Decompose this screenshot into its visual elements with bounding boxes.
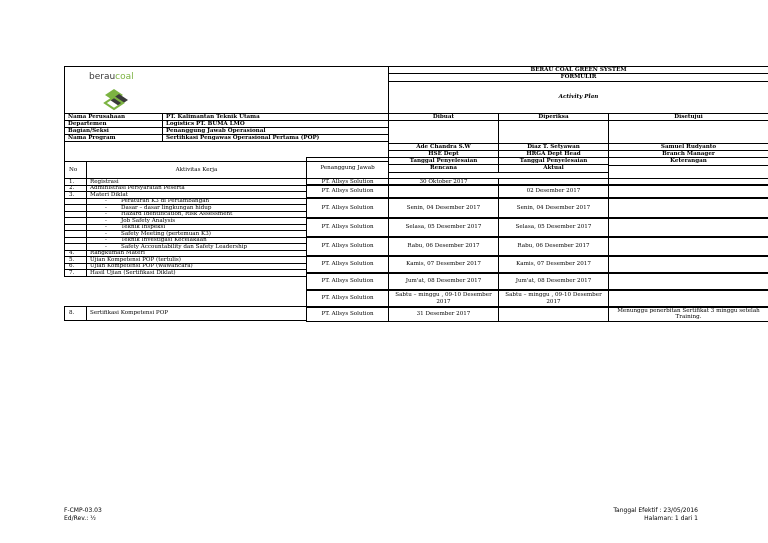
activity-text: Hazard Identification, Risk Assessment bbox=[121, 211, 233, 218]
activity-text: Registrasi bbox=[90, 178, 119, 185]
system-title: BERAU COAL GREEN SYSTEM bbox=[388, 66, 768, 74]
activity-text: Materi Diklat bbox=[90, 191, 128, 198]
rencana-cell: Kamis, 07 Desember 2017 bbox=[388, 255, 499, 274]
keterangan-cell bbox=[608, 217, 768, 238]
rencana-cell: Senin, 04 Desember 2017 bbox=[388, 197, 499, 219]
rencana-cell: 30 Oktober 2017 bbox=[388, 178, 499, 186]
pj-cell: PT. Allsys Solution bbox=[306, 306, 389, 322]
info-label-department: Departemen bbox=[64, 120, 163, 128]
activity-bullet: - bbox=[105, 224, 107, 231]
rencana-cell: Jum'at, 08 Desember 2017 bbox=[388, 272, 499, 291]
activity-no: 1. bbox=[64, 178, 87, 186]
approval-dibuat-role: HSE Dept bbox=[388, 150, 499, 158]
activity-bullet: - bbox=[105, 204, 107, 211]
activity-text: Peraturan K3 di Pertambangan bbox=[121, 198, 210, 205]
footer-left bbox=[64, 507, 102, 522]
approval-disetujui-header: Disetujui bbox=[608, 113, 768, 121]
activity-text: Sertifikasi Kompetensi POP bbox=[90, 310, 169, 317]
approval-dibuat-sign bbox=[388, 120, 499, 144]
info-label-company: Nama Perusahaan bbox=[64, 113, 163, 121]
approval-diperiksa-role: HRGA Dept Head bbox=[498, 150, 609, 158]
approval-disetujui-sign bbox=[608, 120, 768, 144]
pj-cell: PT. Allsys Solution bbox=[306, 272, 389, 291]
activity-no: 5. bbox=[64, 256, 87, 264]
footer-right bbox=[613, 507, 698, 522]
footer-page-number: Halaman: 1 dari 1 bbox=[644, 514, 698, 522]
keterangan-cell bbox=[608, 197, 768, 219]
activity-row bbox=[86, 269, 307, 277]
pj-cell: PT. Allsys Solution bbox=[306, 255, 389, 274]
aktual-cell: Sabtu – minggu , 09-10 Desember 2017 bbox=[498, 289, 609, 308]
formulir-title: FORMULIR bbox=[388, 73, 768, 82]
activity-text: Ujian Kompetensi POP (wawancara) bbox=[90, 263, 193, 270]
activity-no: 8. bbox=[64, 306, 87, 321]
footer-revision: Ed/Rev.: ½ bbox=[64, 514, 96, 522]
aktual-cell: Kamis, 07 Desember 2017 bbox=[498, 255, 609, 274]
activity-bullet: - bbox=[105, 198, 107, 205]
activity-row bbox=[86, 306, 307, 321]
activity-text: Job Safety Analysis bbox=[121, 217, 176, 224]
pj-cell: PT. Allsys Solution bbox=[306, 178, 389, 186]
activity-bullet: - bbox=[105, 217, 107, 224]
col-header-aktual: Aktual bbox=[498, 164, 609, 173]
rencana-cell: 31 Desember 2017 bbox=[388, 306, 499, 322]
col-header-keterangan: Keterangan bbox=[608, 157, 768, 166]
col-header-aktivitas: Aktivitas Kerja bbox=[86, 161, 307, 179]
info-value-department: Logistics PT. BUMA LMO bbox=[162, 120, 389, 128]
info-value-program: Sertifikasi Pengawas Operasional Pertama (POP) bbox=[162, 134, 389, 142]
pj-cell: PT. Allsys Solution bbox=[306, 184, 389, 199]
activity-no: 2. bbox=[64, 185, 87, 193]
aktual-cell: 02 Desember 2017 bbox=[498, 184, 609, 199]
activity-no: 6. bbox=[64, 263, 87, 271]
activity-no: 3. bbox=[64, 191, 87, 199]
col-header-no: No bbox=[64, 161, 87, 179]
logo-text-coal: coal bbox=[115, 72, 134, 82]
logo-text-berau: berau bbox=[89, 72, 116, 82]
approval-disetujui-role: Branch Manager bbox=[608, 150, 768, 158]
col-header-tanggal: Tanggal Penyelesaian bbox=[388, 157, 499, 165]
info-label-section: Bagian/Seksi bbox=[64, 127, 163, 135]
aktual-cell: Jum'at, 08 Desember 2017 bbox=[498, 272, 609, 291]
logo-wordmark bbox=[89, 72, 134, 82]
activity-text: Rangkuman Materi bbox=[90, 250, 145, 257]
pj-cell: PT. Allsys Solution bbox=[306, 197, 389, 219]
activity-no: 7. bbox=[64, 269, 87, 277]
activity-text: Safety Meeting (pertemuan K3) bbox=[121, 230, 211, 237]
company-logo bbox=[85, 70, 145, 112]
aktual-cell bbox=[498, 306, 609, 322]
logo-box bbox=[64, 66, 389, 114]
approval-dibuat-header: Dibuat bbox=[388, 113, 499, 121]
info-label-program: Nama Program bbox=[64, 134, 163, 142]
approval-disetujui-name: Samuel Rudyanto bbox=[608, 143, 768, 151]
activity-text: Teknik Inspeksi bbox=[121, 224, 166, 231]
approval-diperiksa-header: Diperiksa bbox=[498, 113, 609, 121]
activity-text: Hasil Ujian (Sertifikasi Diklat) bbox=[90, 269, 176, 276]
activity-no: 4. bbox=[64, 250, 87, 258]
approval-diperiksa-name: Diaz T. Setyawan bbox=[498, 143, 609, 151]
pj-cell: PT. Allsys Solution bbox=[306, 236, 389, 257]
rencana-cell: Sabtu – minggu , 09-10 Desember 2017 bbox=[388, 289, 499, 308]
aktual-cell: Selasa, 05 Desember 2017 bbox=[498, 217, 609, 238]
logo-mark-icon bbox=[101, 85, 131, 111]
activity-text: Ujian Kompetensi POP (tertulis) bbox=[90, 256, 181, 263]
col-header-tanggal-aktual: Tanggal Penyelesaian bbox=[498, 157, 609, 165]
pj-cell: PT. Allsys Solution bbox=[306, 289, 389, 308]
aktual-cell: Senin, 04 Desember 2017 bbox=[498, 197, 609, 219]
col-header-pj: Penanggung Jawab bbox=[306, 157, 389, 179]
pj-cell: PT. Allsys Solution bbox=[306, 217, 389, 238]
activity-text: Dasar – dasar lingkungan hidup bbox=[121, 204, 212, 211]
rencana-cell: Rabu, 06 Desember 2017 bbox=[388, 236, 499, 257]
activity-bullet: - bbox=[105, 230, 107, 237]
aktual-cell: Rabu, 06 Desember 2017 bbox=[498, 236, 609, 257]
approval-dibuat-name: Ade Chandra S.W bbox=[388, 143, 499, 151]
activity-text: Teknik Investigasi Kecelakaan bbox=[121, 237, 207, 244]
footer-form-code: F-CMP-03.03 bbox=[64, 507, 102, 514]
info-value-company: PT. Kalimantan Teknik Utama bbox=[162, 113, 389, 121]
footer-effective-date: Tanggal Efektif : 23/05/2016 bbox=[613, 507, 698, 514]
activity-bullet: - bbox=[105, 211, 107, 218]
activity-text: Safety Accountability dan Safety Leadership bbox=[121, 243, 248, 250]
col-header-rencana: Rencana bbox=[388, 164, 499, 173]
keterangan-cell bbox=[608, 236, 768, 257]
keterangan-cell: Menunggu penerbitan Sertifikat 3 minggu setelah Training. bbox=[608, 306, 768, 322]
info-value-section: Penanggung Jawab Operasional bbox=[162, 127, 389, 135]
rencana-cell: Selasa, 05 Desember 2017 bbox=[388, 217, 499, 238]
col-header-keterangan-blank bbox=[608, 165, 768, 179]
activity-text: Administrasi Persyaratan Peserta bbox=[90, 185, 185, 192]
activity-bullet: - bbox=[105, 237, 107, 244]
activity-bullet: - bbox=[105, 243, 107, 250]
approval-diperiksa-sign bbox=[498, 120, 609, 144]
form-title: Activity Plan bbox=[388, 81, 768, 114]
